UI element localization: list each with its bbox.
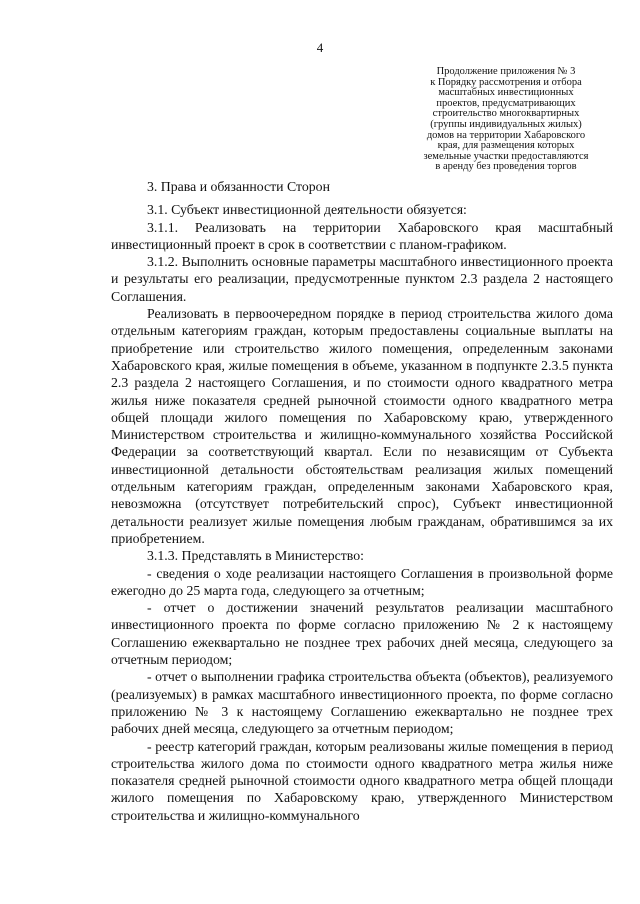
paragraph-3-1-3: 3.1.3. Представлять в Министерство: xyxy=(147,548,364,564)
header-line: в аренду без проведения торгов xyxy=(435,161,577,173)
page-number: 4 xyxy=(316,40,324,55)
header-line: земельные участки предоставляются xyxy=(423,150,589,162)
appendix-header xyxy=(396,67,616,173)
list-item: - отчет о достижении значений результатов реализации масштабного инвестиционного проекта по форме согласно приложению № 2 к настоящему Соглашению ежеквартально не позднее трех рабочих дней месяца, следующего за отчетным периодом; xyxy=(111,600,613,668)
header-line: края, для размещения которых xyxy=(437,140,575,152)
header-line: к Порядку рассмотрения и отбора xyxy=(430,76,582,88)
header-line: Продолжение приложения № 3 xyxy=(436,66,576,77)
paragraph-3-1: 3.1. Субъект инвестиционной деятельности обязуется: xyxy=(147,202,467,218)
list-item: - отчет о выполнении графика строительства объекта (объектов), реализуемого (реализуемых) в рамках масштабного инвестиционного проекта, по форме согласно приложению № 3 к настоящему Соглашению ежеквартально не позднее трех рабочих дней месяца, следующего за отчетным периодом; xyxy=(111,669,613,737)
list-item: - реестр категорий граждан, которым реализованы жилые помещения в период строительства жилого дома по стоимости одного квадратного метра жилья ниже показателя средней рыночной стоимости одного квадратного метра общей площади жилого помещения по Хабаровскому краю, утвержденного Министерством строительства и жилищно-коммунального xyxy=(111,738,613,823)
header-line: строительство многоквартирных xyxy=(432,108,580,120)
header-line: масштабных инвестиционных xyxy=(438,87,574,99)
paragraph-3-1-2: 3.1.2. Выполнить основные параметры масштабного инвестиционного проекта и результаты его реализации, предусмотренные пунктом 2.3 раздела 2 настоящего Соглашения. xyxy=(111,254,613,304)
list-item: - сведения о ходе реализации настоящего Соглашения в произвольной форме ежегодно до 25 марта года, следующего за отчетным; xyxy=(111,565,613,598)
header-line: (группы индивидуальных жилых) xyxy=(430,118,582,130)
paragraph-3-1-1: 3.1.1. Реализовать на территории Хабаровского края масштабный инвестиционный проект в срок в соответствии с планом-графиком. xyxy=(111,219,613,252)
section-title: 3. Права и обязанности Сторон xyxy=(147,179,330,194)
document-body xyxy=(111,178,613,824)
paragraph-realize: Реализовать в первоочередном порядке в период строительства жилого дома отдельным категориям граждан, которым предоставлены социальные выплаты на приобретение или строительство жилого помещения, определенным законами Хабаровского края, жилые помещения в объеме, указанном в подпункте 2.3.5 пункта 2.3 раздела 2 настоящего Соглашения, и по стоимости одного квадратного метра жилья ниже показателя средней рыночной стоимости одного квадратного метра общей площади жилого помещения по Хабаровскому краю, утвержденного Министерством строительства и жилищно-коммунального хозяйства Российской Федерации за соответствующий квартал. Если по независящим от Субъекта инвестиционной детальности обстоятельствам реализация жилых помещений отдельным категориям граждан, определенным законами Хабаровского края, невозможна (отсутствует потребительский спрос), Субъект инвестиционной детальности реализует жилые помещения любым гражданам, обратившимся за их приобретением. xyxy=(111,306,613,546)
header-line: домов на территории Хабаровского xyxy=(426,129,586,141)
header-line: проектов, предусматривающих xyxy=(436,97,576,109)
